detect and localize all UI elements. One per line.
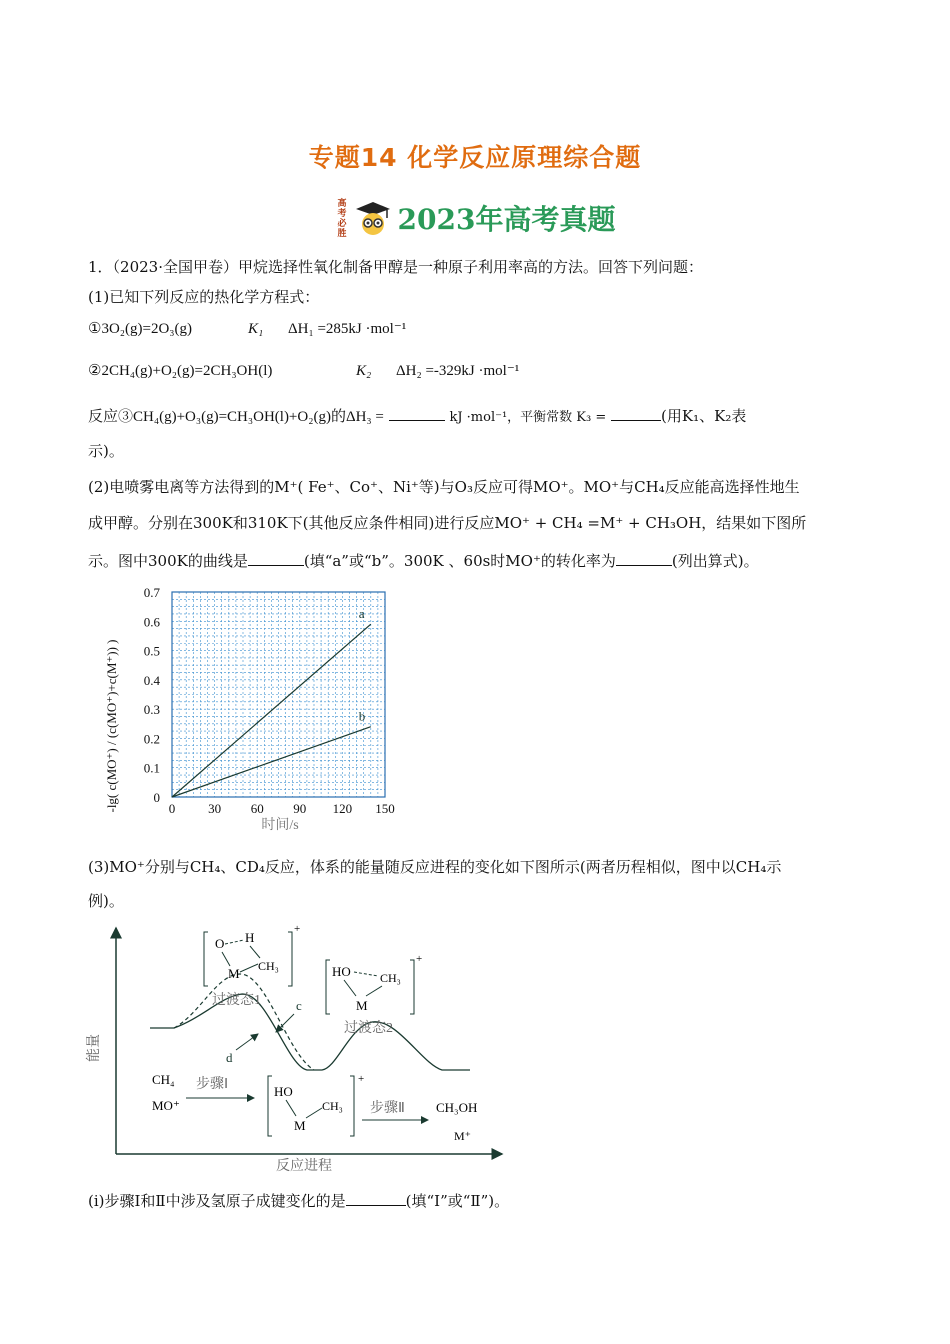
y-tick-label: 0.2 <box>143 731 160 747</box>
part1-heading: (1)已知下列反应的热化学方程式： <box>88 288 320 306</box>
equation-1-k: K₁ <box>248 321 264 337</box>
step1-label: 步骤Ⅰ <box>196 1077 229 1092</box>
equation-3-text: CH₄(g)+O₃(g)=CH₃OH(l)+O₂(g) <box>133 409 331 425</box>
owl-graduate-icon <box>354 200 392 236</box>
curve-label-d: d <box>226 1050 233 1065</box>
energy-curve-d <box>150 994 470 1070</box>
y-tick-label: 0.5 <box>143 643 160 659</box>
ts2-atom-m: M <box>356 998 368 1013</box>
ts1-charge: + <box>294 923 301 935</box>
x-tick-label: 60 <box>250 801 264 816</box>
energy-x-label: 反应进程 <box>276 1159 332 1174</box>
equation-3-dh: 的ΔH₃ = <box>330 409 384 425</box>
answer-blank-k3[interactable] <box>611 406 661 421</box>
y-tick-label: 0.4 <box>143 672 160 688</box>
ts1-atom-m: M <box>228 966 240 981</box>
banner-text: 2023年高考真题 <box>397 203 616 236</box>
intermediate <box>268 1073 364 1136</box>
ts2-atom-ch3: CH₃ <box>380 971 401 985</box>
answer-blank-step[interactable] <box>346 1191 406 1206</box>
transition-state-2 <box>326 953 422 1036</box>
ts1-atom-h: H <box>245 930 255 945</box>
int-atom-m: M <box>294 1118 306 1133</box>
part2-line3-b: (填“a”或“b”。300K 、60s时MO⁺的转化率为 <box>303 552 616 570</box>
equation-1-dh: ΔH₁ =285kJ ·mol⁻¹ <box>288 321 407 337</box>
answer-blank-conversion[interactable] <box>616 551 672 566</box>
series-label-a: a <box>358 606 365 622</box>
answer-blank-curve[interactable] <box>248 551 304 566</box>
part3-i-b: (填“Ⅰ”或“Ⅱ”)。 <box>405 1192 510 1210</box>
energy-y-label: 能量 <box>87 1034 102 1062</box>
rate-chart <box>90 578 410 838</box>
series-label-b: b <box>358 708 366 724</box>
y-tick-label: 0.3 <box>143 702 160 718</box>
step2-label: 步骤Ⅱ <box>370 1101 405 1116</box>
equation-2-text: ②2CH₄(g)+O₂(g)=2CH₃OH(l) <box>88 363 273 379</box>
part3-line2: 例)。 <box>88 892 124 910</box>
chart-x-label: 时间/s <box>261 818 299 833</box>
int-atom-ho: HO <box>274 1084 293 1099</box>
part3-i-a: (i)步骤Ⅰ和Ⅱ中涉及氢原子成键变化的是 <box>88 1192 346 1210</box>
y-tick-label: 0.1 <box>143 760 160 776</box>
reactant-mo: MO⁺ <box>152 1098 180 1113</box>
ts1-label: 过渡态1 <box>212 993 261 1008</box>
product-m: M⁺ <box>454 1129 472 1143</box>
ts1-atom-o: O <box>215 936 225 951</box>
product-ch3oh: CH₃OH <box>436 1100 478 1115</box>
equation-2 <box>88 360 868 382</box>
equation-2-dh: ΔH₂ =-329kJ ·mol⁻¹ <box>396 363 520 379</box>
part3-line1: (3)MO⁺分别与CH₄、CD₄反应，体系的能量随反应进程的变化如下图所示(两者历程相似，图中以CH₄示 <box>88 858 782 876</box>
ts2-label: 过渡态2 <box>344 1021 393 1036</box>
ts2-atom-ho: HO <box>332 964 351 979</box>
y-tick-label: 0.7 <box>143 585 160 600</box>
energy-diagram <box>82 918 522 1178</box>
part2-line1: (2)电喷雾电离等方法得到的M⁺( Fe⁺、Co⁺、Ni⁺等)与O₃反应可得MO⁺。MO⁺与CH₄反应能高选择性地生 <box>88 478 800 496</box>
y-tick-label: 0.6 <box>143 614 160 630</box>
part2-line3 <box>88 550 868 572</box>
x-tick-label: 120 <box>332 801 353 816</box>
chart-y-label: -lg( c(MO⁺) / (c(MO⁺)+c(M⁺)) ) <box>104 639 119 813</box>
equation-1-text: ①3O₂(g)=2O₃(g) <box>88 321 193 337</box>
energy-curve-c <box>174 974 314 1070</box>
section-banner <box>0 196 950 240</box>
y-tick-label: 0 <box>153 790 160 805</box>
equation-3-tail: 示)。 <box>88 442 124 460</box>
ts2-charge: + <box>416 953 423 965</box>
equation-3-prefix: 反应③ <box>88 407 134 425</box>
banner-side-text: 高考必胜 <box>335 198 346 238</box>
x-tick-label: 30 <box>208 801 222 816</box>
reactant-ch4: CH₄ <box>152 1072 175 1087</box>
answer-blank-dh3[interactable] <box>389 406 445 421</box>
part3-i-question <box>88 1190 868 1212</box>
equation-2-k: K₂ <box>356 363 372 379</box>
part2-line3-a: 示。图中300K的曲线是 <box>88 552 248 570</box>
page-title: 专题14 化学反应原理综合题 <box>308 143 642 172</box>
equation-3-hint: (用K₁、K₂表 <box>661 407 747 425</box>
ts1-atom-ch3: CH₃ <box>258 959 279 973</box>
int-charge: + <box>358 1073 365 1085</box>
question-intro: 1．（2023·全国甲卷）甲烷选择性氧化制备甲醇是一种原子利用率高的方法。回答下列问题： <box>88 258 703 276</box>
x-tick-label: 150 <box>375 801 395 816</box>
x-tick-label: 90 <box>293 801 307 816</box>
chart-grid <box>172 592 385 797</box>
equation-1 <box>88 318 868 340</box>
int-atom-ch3: CH₃ <box>322 1099 343 1113</box>
series-line-a <box>172 624 371 797</box>
part2-line2: 成甲醇。分别在300K和310K下(其他反应条件相同)进行反应MO⁺ + CH₄ =M⁺ + CH₃OH，结果如下图所 <box>88 514 807 532</box>
equation-3-unit: kJ ·mol⁻¹，平衡常数 K₃ = <box>449 410 607 425</box>
transition-state-1 <box>204 923 300 1008</box>
curve-label-c: c <box>296 998 302 1013</box>
equation-3-line <box>88 405 868 429</box>
chart-ticks <box>144 585 395 816</box>
x-tick-label: 0 <box>168 801 176 816</box>
part2-line3-c: (列出算式)。 <box>671 552 759 570</box>
